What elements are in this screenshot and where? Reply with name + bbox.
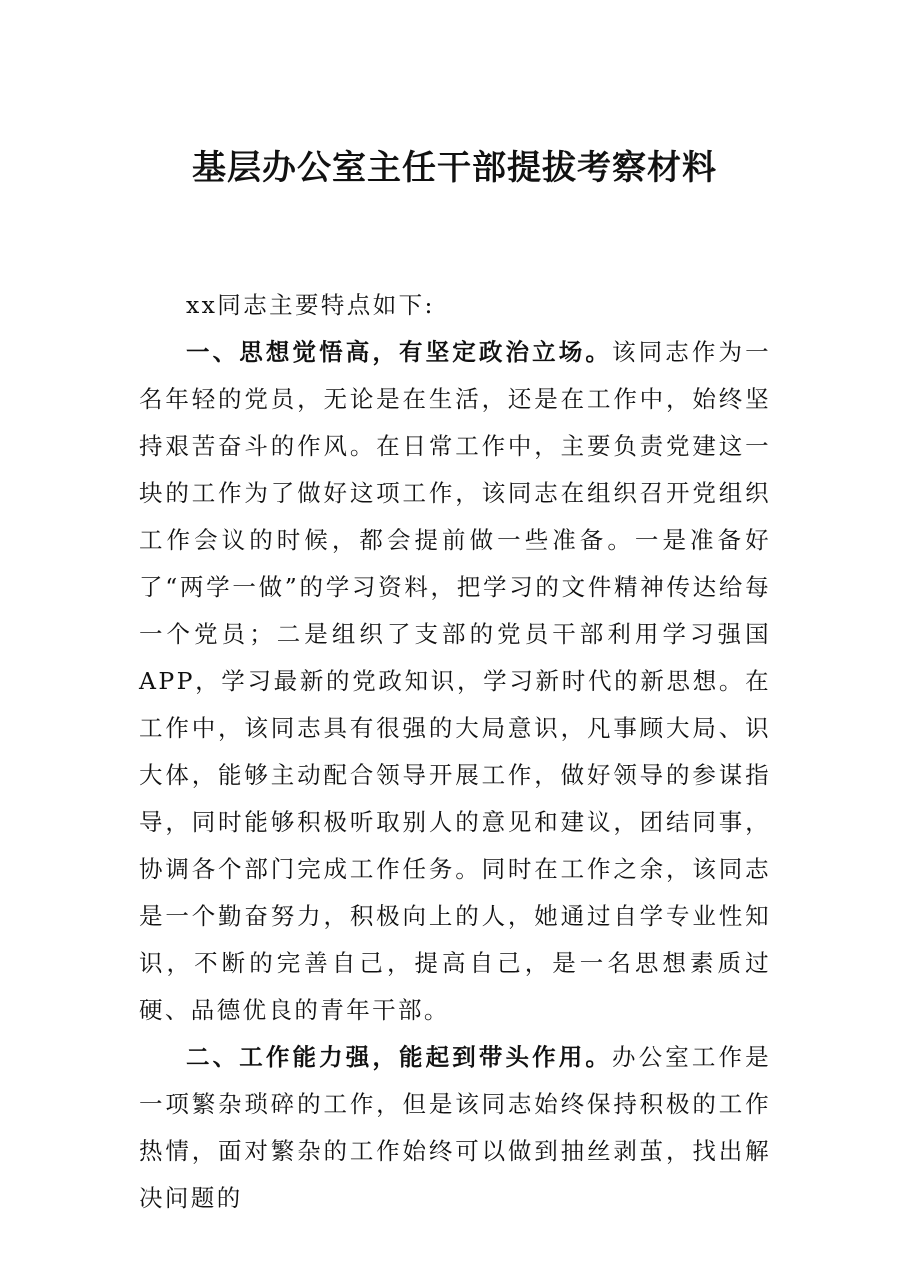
intro-paragraph: xx同志主要特点如下: <box>186 291 435 319</box>
section-heading-1: 一、思想觉悟高，有坚定政治立场。 <box>186 338 612 366</box>
document-body <box>139 282 771 1222</box>
section-paragraph-1 <box>139 329 771 1034</box>
section-text-1: 该同志作为一名年轻的党员，无论是在生活，还是在工作中，始终坚持艰苦奋斗的作风。在日常工作中，主要负责党建这一块的工作为了做好这项工作，该同志在组织召开党组织工作会议的时候，都会提前做一些准备。一是准备好了“两学一做”的学习资料，把学习的文件精神传达给每一个党员；二是组织了支部的党员干部利用学习强国APP，学习最新的党政知识，学习新时代的新思想。在工作中，该同志具有很强的大局意识，凡事顾大局、识大体，能够主动配合领导开展工作，做好领导的参谋指导，同时能够积极听取别人的意见和建议，团结同事，协调各个部门完成工作任务。同时在工作之余，该同志是一个勤奋努力，积极向上的人，她通过自学专业性知识，不断的完善自己，提高自己，是一名思想素质过硬、品德优良的青年干部。 <box>139 338 772 1024</box>
section-paragraph-2 <box>139 1034 771 1222</box>
document-title: 基层办公室主任干部提拔考察材料 <box>192 148 717 188</box>
section-text-2: 办公室工作是一项繁杂琐碎的工作，但是该同志始终保持积极的工作热情，面对繁杂的工作始终可以做到抽丝剥茧，找出解决问题的 <box>139 1043 772 1212</box>
section-heading-2: 二、工作能力强，能起到带头作用。 <box>186 1043 612 1071</box>
